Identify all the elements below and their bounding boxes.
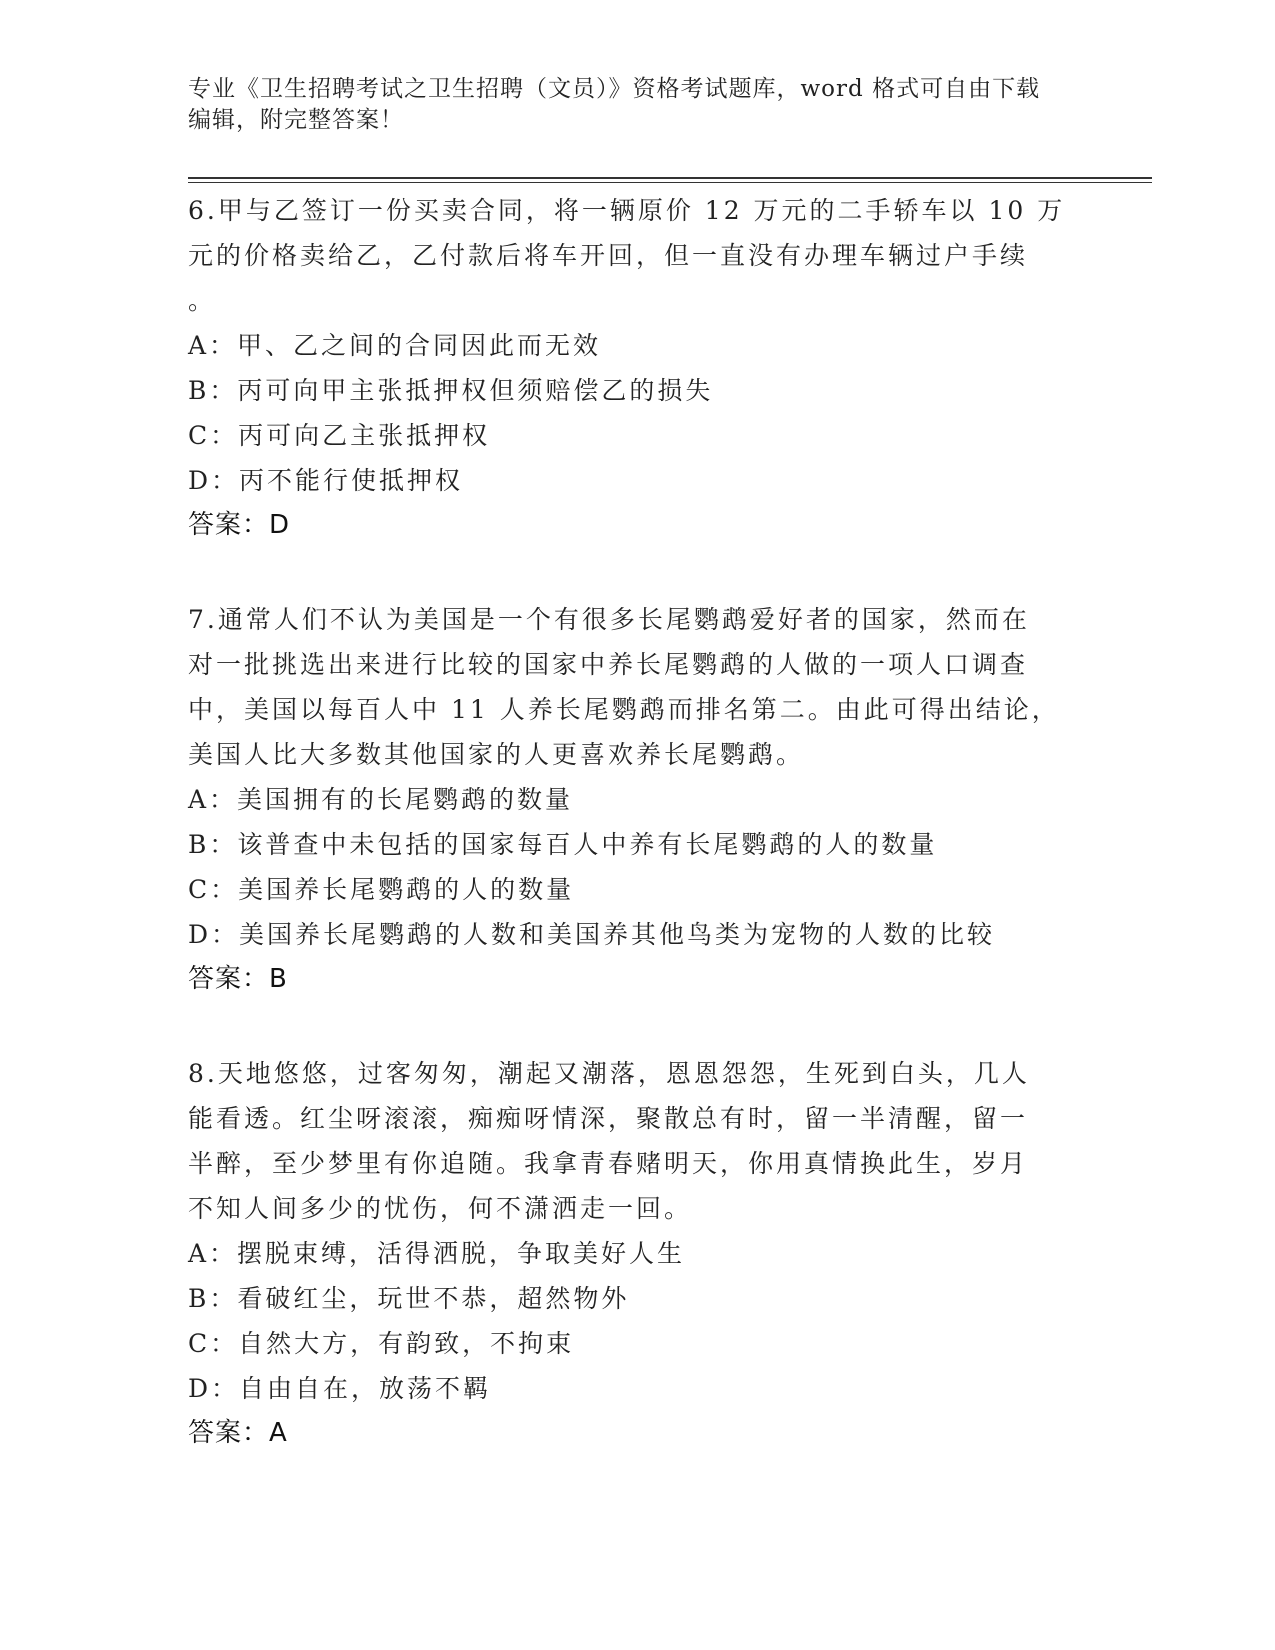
option-c: C：美国养长尾鹦鹉的人的数量 (188, 875, 575, 904)
document-header (188, 74, 1068, 136)
question-stem-line: 能看透。红尘呀滚滚，痴痴呀情深，聚散总有时，留一半清醒，留一 (188, 1104, 1029, 1133)
option-a: A：摆脱束缚，活得洒脱，争取美好人生 (188, 1239, 686, 1268)
option-a: A：甲、乙之间的合同因此而无效 (188, 331, 602, 360)
option-d: D：丙不能行使抵押权 (188, 466, 464, 495)
question-stem-line: 半醉，至少梦里有你追随。我拿青春赌明天，你用真情换此生，岁月 (188, 1149, 1029, 1178)
question-stem-line: 中，美国以每百人中 11 人养长尾鹦鹉而排名第二。由此可得出结论， (188, 695, 1060, 724)
question-stem-line: 对一批挑选出来进行比较的国家中养长尾鹦鹉的人做的一项人口调查 (188, 650, 1029, 679)
question-stem-line: 8.天地悠悠，过客匆匆，潮起又潮落，恩恩怨怨，生死到白头，几人 (188, 1059, 1030, 1088)
option-b: B：该普查中未包括的国家每百人中养有长尾鹦鹉的人的数量 (188, 830, 938, 859)
option-b: B：看破红尘，玩世不恭，超然物外 (188, 1284, 630, 1313)
answer-line: 答案：D (188, 510, 291, 540)
question-stem-line: 美国人比大多数其他国家的人更喜欢养长尾鹦鹉。 (188, 740, 805, 769)
option-c: C：自然大方，有韵致，不拘束 (188, 1329, 575, 1358)
option-b: B：丙可向甲主张抵押权但须赔偿乙的损失 (188, 376, 714, 405)
answer-line: 答案：B (188, 964, 288, 994)
header-divider (188, 177, 1152, 183)
header-line-2: 编辑，附完整答案！ (188, 107, 404, 133)
question-stem-line: 元的价格卖给乙，乙付款后将车开回，但一直没有办理车辆过户手续 (188, 241, 1029, 270)
question-6 (188, 188, 1068, 548)
option-d: D：美国养长尾鹦鹉的人数和美国养其他鸟类为宠物的人数的比较 (188, 920, 996, 949)
option-a: A：美国拥有的长尾鹦鹉的数量 (188, 785, 574, 814)
option-d: D：自由自在，放荡不羁 (188, 1374, 492, 1403)
question-stem-line: 6.甲与乙签订一份买卖合同，将一辆原价 12 万元的二手轿车以 10 万 (188, 196, 1066, 225)
question-7 (188, 597, 1068, 1002)
option-c: C：丙可向乙主张抵押权 (188, 421, 491, 450)
question-8 (188, 1051, 1068, 1456)
answer-line: 答案：A (188, 1418, 288, 1448)
header-line-1: 专业《卫生招聘考试之卫生招聘（文员）》资格考试题库，word 格式可自由下载 (188, 76, 1041, 102)
question-stem-line: 。 (188, 286, 217, 315)
question-stem-line: 不知人间多少的忧伤，何不潇洒走一回。 (188, 1194, 693, 1223)
question-stem-line: 7.通常人们不认为美国是一个有很多长尾鹦鹉爱好者的国家，然而在 (188, 605, 1030, 634)
